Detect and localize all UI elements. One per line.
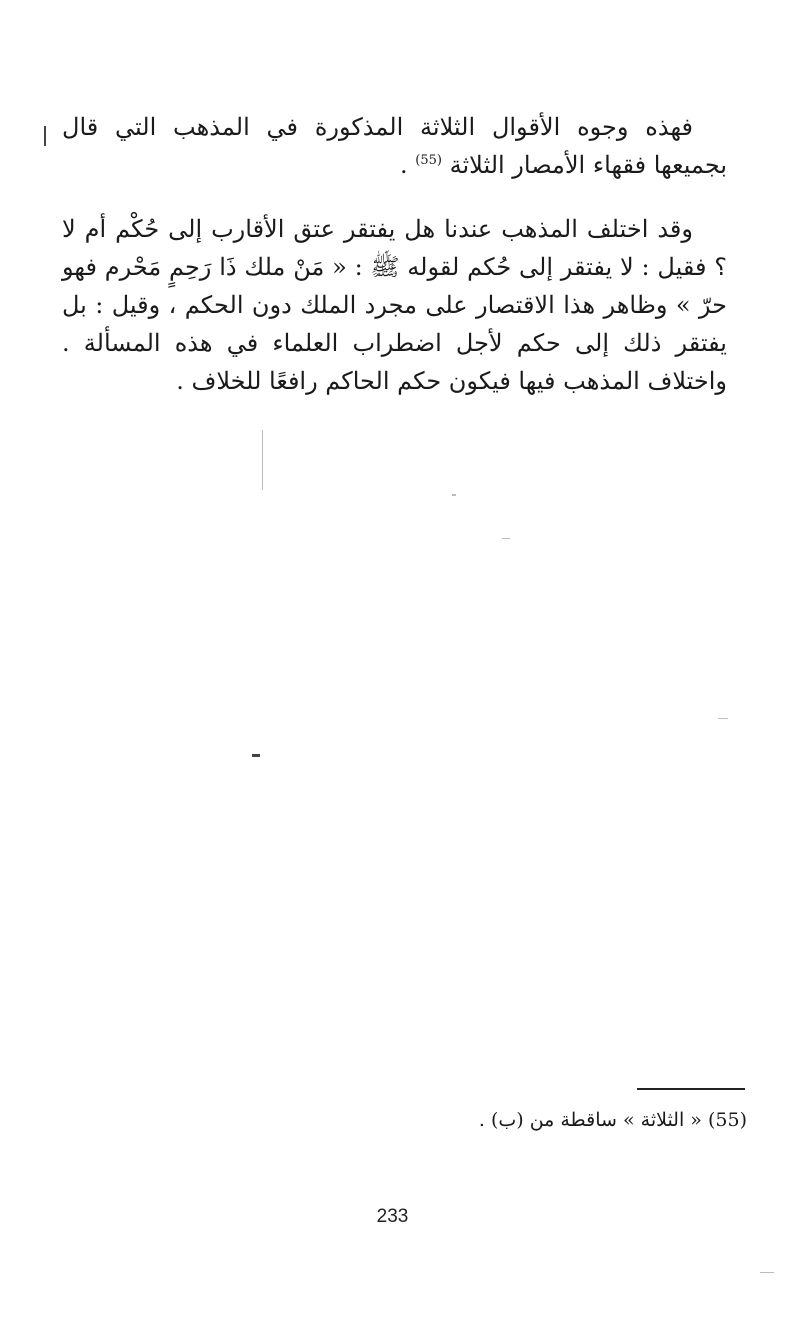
page-number: 233	[376, 1206, 409, 1227]
footnote-text: « الثلاثة » ساقطة من (ب) .	[478, 1109, 702, 1131]
paragraph-2-text: وقد اختلف المذهب عندنا هل يفتقر عتق الأقارب إلى حُكْم أم لا ؟ فقيل : لا يفتقر إلى حُكم لقوله ﷺ : « مَنْ ملك ذَا رَحِمٍ مَحْرم فهو حرّ » وظاهر هذا الاقتصار على مجرد الملك دون الحكم ، وقيل : بل يفتقر ذلك إلى حكم لأجل اضطراب العلماء في هذه المسألة . واختلاف المذهب فيها فيكون حكم الحاكم رافعًا للخلاف .	[62, 215, 728, 395]
paragraph-1-text: فهذه وجوه الأقوال الثلاثة المذكورة في المذهب التي قال بجميعها فقهاء الأمصار الثلاثة	[62, 113, 727, 179]
scan-speck	[718, 718, 728, 719]
scan-speck	[262, 430, 263, 490]
scan-speck	[502, 538, 510, 539]
paragraph-1	[62, 108, 727, 184]
scan-speck	[760, 1272, 774, 1273]
footnote	[479, 1106, 747, 1134]
paragraph-1-end: .	[399, 151, 416, 179]
scan-speck	[452, 494, 456, 496]
footnote-number: (55)	[707, 1109, 747, 1131]
scan-speck	[252, 754, 260, 757]
footnote-reference: (55)	[415, 153, 442, 168]
footnote-divider	[637, 1088, 745, 1090]
scan-edge-mark	[44, 126, 46, 146]
paragraph-2	[62, 210, 727, 400]
